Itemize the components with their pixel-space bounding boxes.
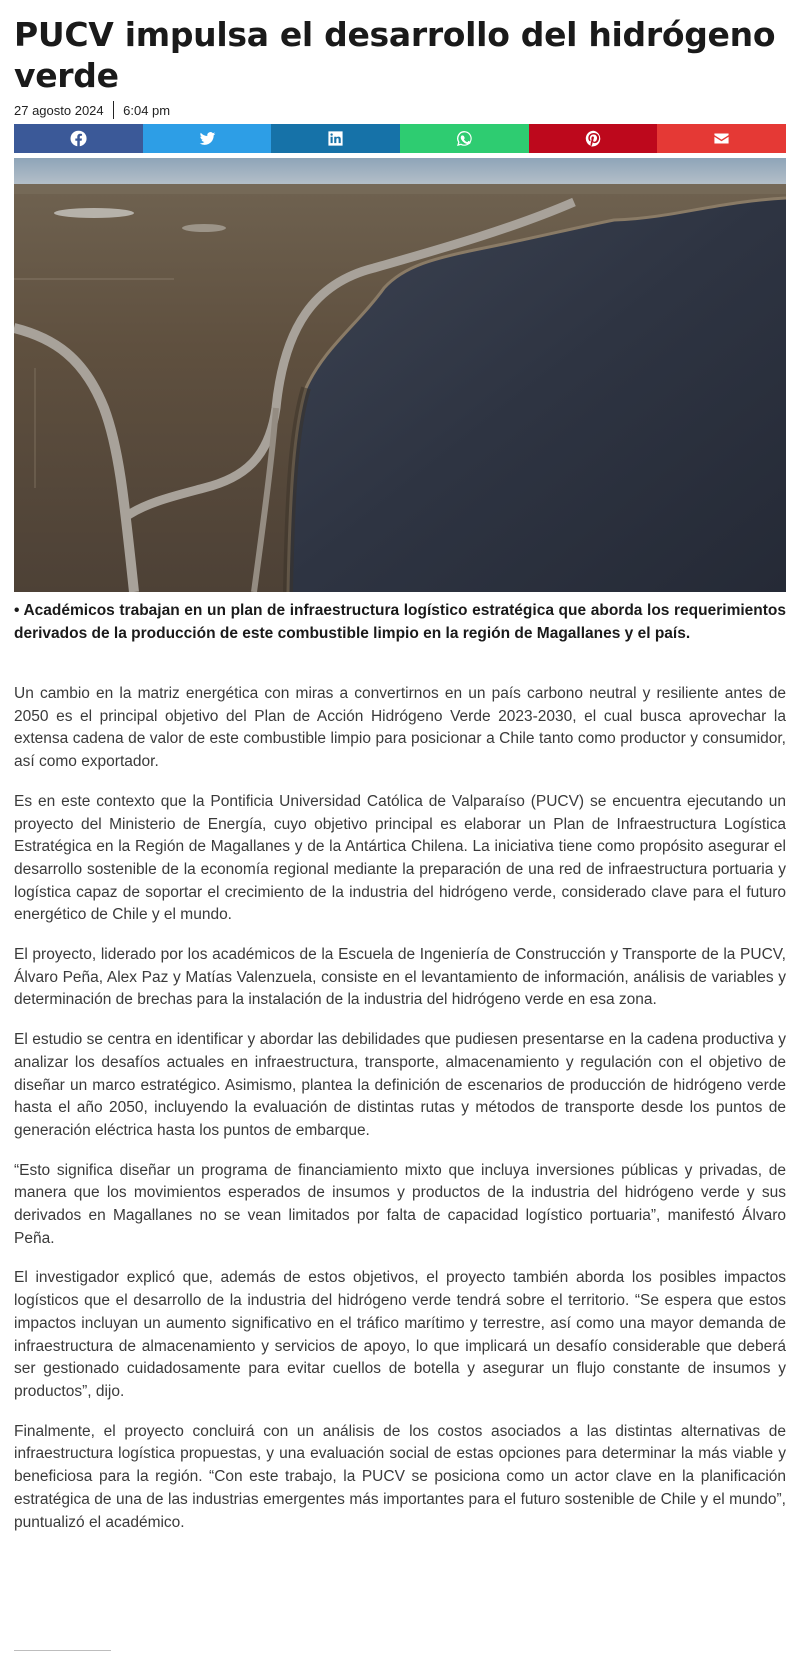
article-paragraph: El estudio se centra en identificar y abordar las debilidades que pudiesen presentarse en la cadena productiva y analizar los desafíos actuales en infraestructura, transporte, almacenamiento y regulación con el objetivo de diseñar un marco estratégico. Asimismo, plantea la definición de escenarios de producción de hidrógeno verde hasta el año 2050, incluyendo la evaluación de distintas rutas y métodos de transporte desde los puntos de generación eléctrica hasta los puntos de embarque.: [14, 1031, 786, 1139]
article-photo: [14, 158, 786, 592]
article-title: PUCV impulsa el desarrollo del hidrógeno verde: [14, 15, 776, 95]
article-paragraph: El investigador explicó que, además de estos objetivos, el proyecto también aborda los posibles impactos logísticos que el desarrollo de la industria del hidrógeno verde tendrá sobre el territorio. “Se espera que estos impactos incluyan un aumento significativo en el tráfico marítimo y terrestre, así como una mayor demanda de infraestructura de almacenamiento y servicios de apoyo, lo que implicará un desafío considerable que deberá ser gestionado cuidadosamente para evitar cuellos de botella y asegurar un flujo constante de insumos y productos”, dijo.: [14, 1269, 786, 1400]
share-pinterest-button[interactable]: [529, 124, 658, 153]
article-paragraph: El proyecto, liderado por los académicos de la Escuela de Ingeniería de Construcción y Transporte de la PUCV, Álvaro Peña, Alex Paz y Matías Valenzuela, consiste en el levantamiento de información, análisis de variables y determinación de brechas para la instalación de la industria del hidrógeno verde en esa zona.: [14, 946, 786, 1009]
share-twitter-button[interactable]: [143, 124, 272, 153]
article-paragraph: Finalmente, el proyecto concluirá con un análisis de los costos asociados a las distintas alternativas de infraestructura logística propuestas, y una evaluación social de estas opciones para determinar la más viable y beneficiosa para la región. “Con este trabajo, la PUCV se posiciona como un actor clave en la planificación estratégica de una de las industrias emergentes más importantes para el futuro sostenible de Chile y el mundo”, puntualizó el académico.: [14, 1422, 786, 1531]
share-facebook-button[interactable]: [14, 124, 143, 153]
publish-date: 27 agosto 2024: [14, 102, 104, 118]
linkedin-icon: [327, 130, 344, 147]
footer-divider: [14, 1650, 111, 1651]
share-whatsapp-button[interactable]: [400, 124, 529, 153]
article-body: [14, 683, 786, 1551]
whatsapp-icon: [456, 130, 473, 147]
pinterest-icon: [585, 130, 602, 147]
article-paragraph: Es en este contexto que la Pontificia Universidad Católica de Valparaíso (PUCV) se encuentra ejecutando un proyecto del Ministerio de Energía, cuyo objetivo principal es elaborar un Plan de Infraestructura Logística Estratégica en la Región de Magallanes y de la Antártica Chilena. La iniciativa tiene como propósito asegurar el desarrollo sostenible de la economía regional mediante la preparación de una red de infraestructura portuaria y logística capaz de soportar el crecimiento de la industria del hidrógeno verde, considerado clave para el futuro energético de Chile y el mundo.: [14, 792, 786, 924]
article-meta: [14, 100, 170, 120]
share-linkedin-button[interactable]: [271, 124, 400, 153]
share-email-button[interactable]: [657, 124, 786, 153]
email-icon: [713, 130, 730, 147]
facebook-icon: [70, 130, 87, 147]
share-bar: [14, 124, 786, 153]
aerial-landscape-image: [14, 158, 786, 592]
article-paragraph: “Esto significa diseñar un programa de financiamiento mixto que incluya inversiones públicas y privadas, de manera que los movimientos esperados de insumos y productos de la industria del hidrógeno verde y sus derivados en Magallanes no se vean limitados por falta de capacidad logístico portuaria”, manifestó Álvaro Peña.: [14, 1161, 786, 1247]
meta-divider: [113, 101, 115, 119]
article-lead: • Académicos trabajan en un plan de infraestructura logístico estratégica que aborda los requerimientos derivados de la producción de este combustible limpio en la región de Magallanes y el país.: [14, 602, 786, 642]
publish-time: 6:04 pm: [123, 102, 171, 118]
twitter-icon: [199, 130, 216, 147]
article-paragraph: Un cambio en la matriz energética con miras a convertirnos en un país carbono neutral y resiliente antes de 2050 es el principal objetivo del Plan de Acción Hidrógeno Verde 2023-2030, el cual busca aprovechar la extensa cadena de valor de este combustible limpio para posicionar a Chile tanto como productor y consumidor, así como exportador.: [14, 685, 786, 771]
